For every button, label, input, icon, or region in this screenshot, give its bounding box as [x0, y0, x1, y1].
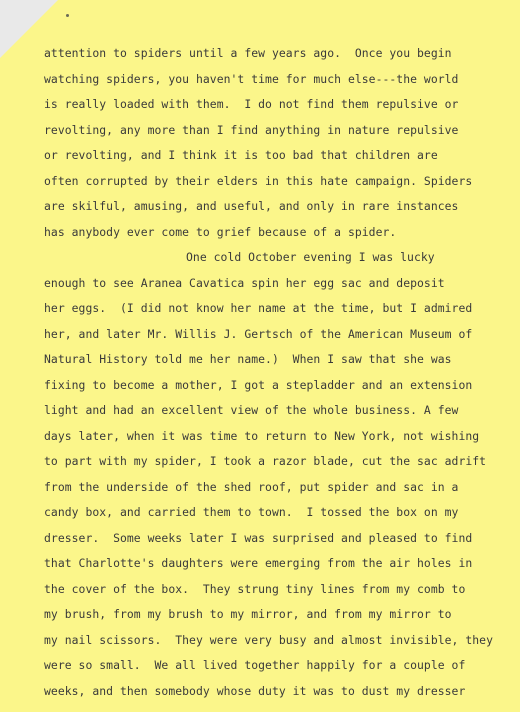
- text-line: that Charlotte's daughters were emerging from the air holes in: [44, 556, 473, 570]
- text-line: are skilful, amusing, and useful, and only in rare instances: [44, 199, 459, 213]
- text-line: is really loaded with them. I do not find them repulsive or: [44, 97, 459, 111]
- text-line: were so small. We all lived together happily for a couple of: [44, 658, 466, 672]
- text-line: attention to spiders until a few years ago. Once you begin: [44, 46, 452, 60]
- text-line: the cover of the box. They strung tiny lines from my comb to: [44, 582, 466, 596]
- text-line: has anybody ever come to grief because of a spider.: [44, 225, 397, 239]
- text-line: weeks, and then somebody whose duty it was to dust my dresser: [44, 684, 466, 698]
- text-line: Natural History told me her name.) When I saw that she was: [44, 352, 452, 366]
- text-line: often corrupted by their elders in this hate campaign. Spiders: [44, 174, 473, 188]
- text-line: from the underside of the shed roof, put spider and sac in a: [44, 480, 459, 494]
- text-line: candy box, and carried them to town. I tossed the box on my: [44, 505, 459, 519]
- text-line: enough to see Aranea Cavatica spin her egg sac and deposit: [44, 276, 445, 290]
- text-line: to part with my spider, I took a razor blade, cut the sac adrift: [44, 454, 487, 468]
- text-line: dresser. Some weeks later I was surprised and pleased to find: [44, 531, 473, 545]
- text-line: One cold October evening I was lucky: [186, 250, 435, 264]
- text-line: fixing to become a mother, I got a stepladder and an extension: [44, 378, 473, 392]
- text-line: light and had an excellent view of the whole business. A few: [44, 403, 459, 417]
- text-line: my brush, from my brush to my mirror, and from my mirror to: [44, 607, 452, 621]
- text-line: my nail scissors. They were very busy and almost invisible, they: [44, 633, 494, 647]
- text-line: her eggs. (I did not know her name at the time, but I admired: [44, 301, 473, 315]
- text-line: her, and later Mr. Willis J. Gertsch of the American Museum of: [44, 327, 473, 341]
- text-line: watching spiders, you haven't time for much else---the world: [44, 72, 459, 86]
- text-line: or revolting, and I think it is too bad that children are: [44, 148, 438, 162]
- text-line: days later, when it was time to return to New York, not wishing: [44, 429, 480, 443]
- text-line: revolting, any more than I find anything in nature repulsive: [44, 123, 459, 137]
